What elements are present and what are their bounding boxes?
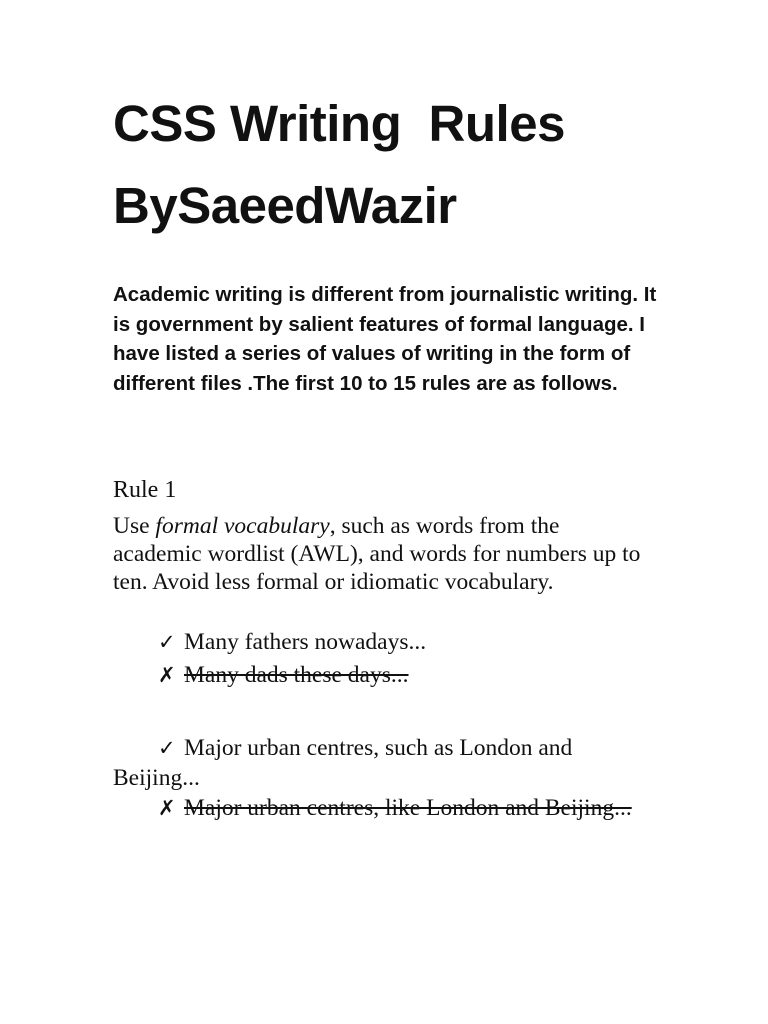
cross-icon: ✗ [158, 663, 176, 687]
document-title: CSS Writing Rules [113, 95, 565, 152]
cross-icon: ✗ [158, 796, 176, 820]
rule-1-body-start: Use [113, 513, 156, 539]
rule-1-heading: Rule 1 [113, 477, 177, 503]
example-incorrect-1 [113, 660, 653, 690]
example-correct-1 [113, 627, 653, 657]
example-text: Major urban centres, such as London and Beijing... [113, 735, 573, 791]
check-icon: ✓ [158, 736, 176, 760]
rule-1-body [113, 512, 653, 596]
example-text-struck: Major urban centres, like London and Beijing... [184, 795, 632, 821]
example-text: Many fathers nowadays... [184, 629, 427, 655]
check-icon: ✓ [158, 630, 176, 654]
rule-1-body-end: , such as words from the academic wordlist (AWL), and words for numbers up to ten. Avoid less formal or idiomatic vocabulary. [113, 513, 641, 595]
intro-paragraph: Academic writing is different from journalistic writing. It is government by salient features of formal language. I have listed a series of values of writing in the form of different files .The first 10 to 15 rules are as follows. [113, 283, 657, 395]
example-text-struck: Many dads these days... [184, 662, 409, 688]
example-incorrect-2 [113, 793, 653, 823]
rule-1-emphasis: formal vocabulary [155, 513, 330, 539]
document-author-line: BySaeedWazir [113, 177, 457, 234]
example-correct-2 [113, 733, 653, 793]
